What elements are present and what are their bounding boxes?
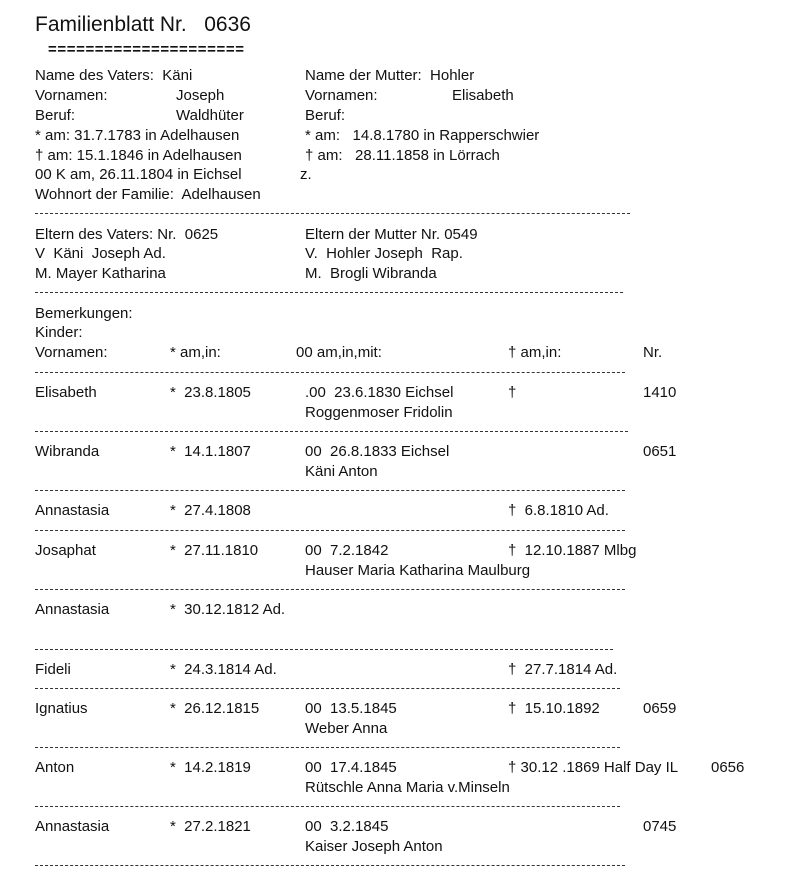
mother-vornamen-label: Vornamen: [305,87,378,104]
child-nr: 0659 [643,700,677,717]
divider [35,806,620,807]
child-born: * 30.12.1812 Ad. [170,601,286,618]
mother-beruf-label: Beruf: [305,107,346,124]
remarks-label: Bemerkungen: [35,305,133,322]
children-label: Kinder: [35,324,83,341]
mother-parents-label: Eltern der Mutter Nr. 0549 [305,226,478,243]
child-born: * 27.11.1810 [170,542,259,559]
child-nr: 1410 [643,384,677,401]
page-title: Familienblatt Nr. 0636 [35,13,251,36]
divider [35,372,625,373]
child-name: Ignatius [35,700,88,717]
child-married: 00 17.4.1845 [305,759,397,776]
child-name: Annastasia [35,818,110,835]
child-name: Anton [35,759,75,776]
column-header-died: † am,in: [508,344,562,361]
child-married: 00 13.5.1845 [305,700,397,717]
divider [35,589,625,590]
mother-born: * am: 14.8.1780 in Rapperschwier [305,127,540,144]
child-name: Annastasia [35,601,110,618]
child-spouse: Rütschle Anna Maria v.Minseln [305,779,510,796]
divider [35,431,628,432]
father-vornamen-label: Vornamen: [35,87,108,104]
child-born: * 26.12.1815 [170,700,260,717]
father-vornamen: Joseph [176,87,225,104]
child-married: 00 26.8.1833 Eichsel [305,443,450,460]
child-spouse: Hauser Maria Katharina Maulburg [305,562,531,579]
family-residence: Wohnort der Familie: Adelhausen [35,186,261,203]
child-died: † 12.10.1887 Mlbg [508,542,637,559]
child-name: Wibranda [35,443,100,460]
father-parents-label: Eltern des Vaters: Nr. 0625 [35,226,219,243]
child-died: † 27.7.1814 Ad. [508,661,618,678]
child-married: .00 23.6.1830 Eichsel [305,384,454,401]
column-header-nr: Nr. [643,344,663,361]
father-name: Name des Vaters: Käni [35,67,193,84]
father-born: * am: 31.7.1783 in Adelhausen [35,127,240,144]
child-married: 00 3.2.1845 [305,818,389,835]
divider [35,688,620,689]
child-name: Fideli [35,661,71,678]
father-parents-mother: M. Mayer Katharina [35,265,166,282]
mother-parents-father: V. Hohler Joseph Rap. [305,245,463,262]
child-died: † 30.12 .1869 Half Day IL [508,759,679,776]
child-spouse: Weber Anna [305,720,388,737]
father-beruf-label: Beruf: [35,107,76,124]
child-born: * 24.3.1814 Ad. [170,661,277,678]
child-married: 00 7.2.1842 [305,542,389,559]
child-died: † 15.10.1892 [508,700,600,717]
divider [35,747,620,748]
child-born: * 23.8.1805 [170,384,251,401]
child-born: * 27.4.1808 [170,502,251,519]
child-born: * 14.2.1819 [170,759,251,776]
father-died: † am: 15.1.1846 in Adelhausen [35,147,242,164]
column-header-vornamen: Vornamen: [35,344,108,361]
divider [35,649,613,650]
child-died: † 6.8.1810 Ad. [508,502,609,519]
divider [35,865,625,866]
child-name: Josaphat [35,542,96,559]
father-beruf: Waldhüter [176,107,244,124]
child-spouse: Käni Anton [305,463,378,480]
mother-died: † am: 28.11.1858 in Lörrach [305,147,500,164]
child-spouse: Roggenmoser Fridolin [305,404,453,421]
mother-vornamen: Elisabeth [452,87,514,104]
mother-parents-mother: M. Brogli Wibranda [305,265,437,282]
child-spouse: Kaiser Joseph Anton [305,838,443,855]
divider [35,292,623,293]
child-born: * 27.2.1821 [170,818,251,835]
child-name: Annastasia [35,502,110,519]
mother-name: Name der Mutter: Hohler [305,67,475,84]
marriage-record: 00 K am, 26.11.1804 in Eichsel [35,166,242,183]
father-parents-father: V Käni Joseph Ad. [35,245,166,262]
title-underline: ===================== [48,41,245,58]
divider [35,490,625,491]
marriage-suffix: z. [300,166,312,183]
child-name: Elisabeth [35,384,97,401]
child-nr: 0745 [643,818,677,835]
column-header-born: * am,in: [170,344,221,361]
divider [35,213,630,214]
child-born: * 14.1.1807 [170,443,251,460]
child-nr: 0656 [711,759,745,776]
divider [35,530,625,531]
column-header-married: 00 am,in,mit: [296,344,382,361]
child-died: † [508,384,517,401]
child-nr: 0651 [643,443,677,460]
